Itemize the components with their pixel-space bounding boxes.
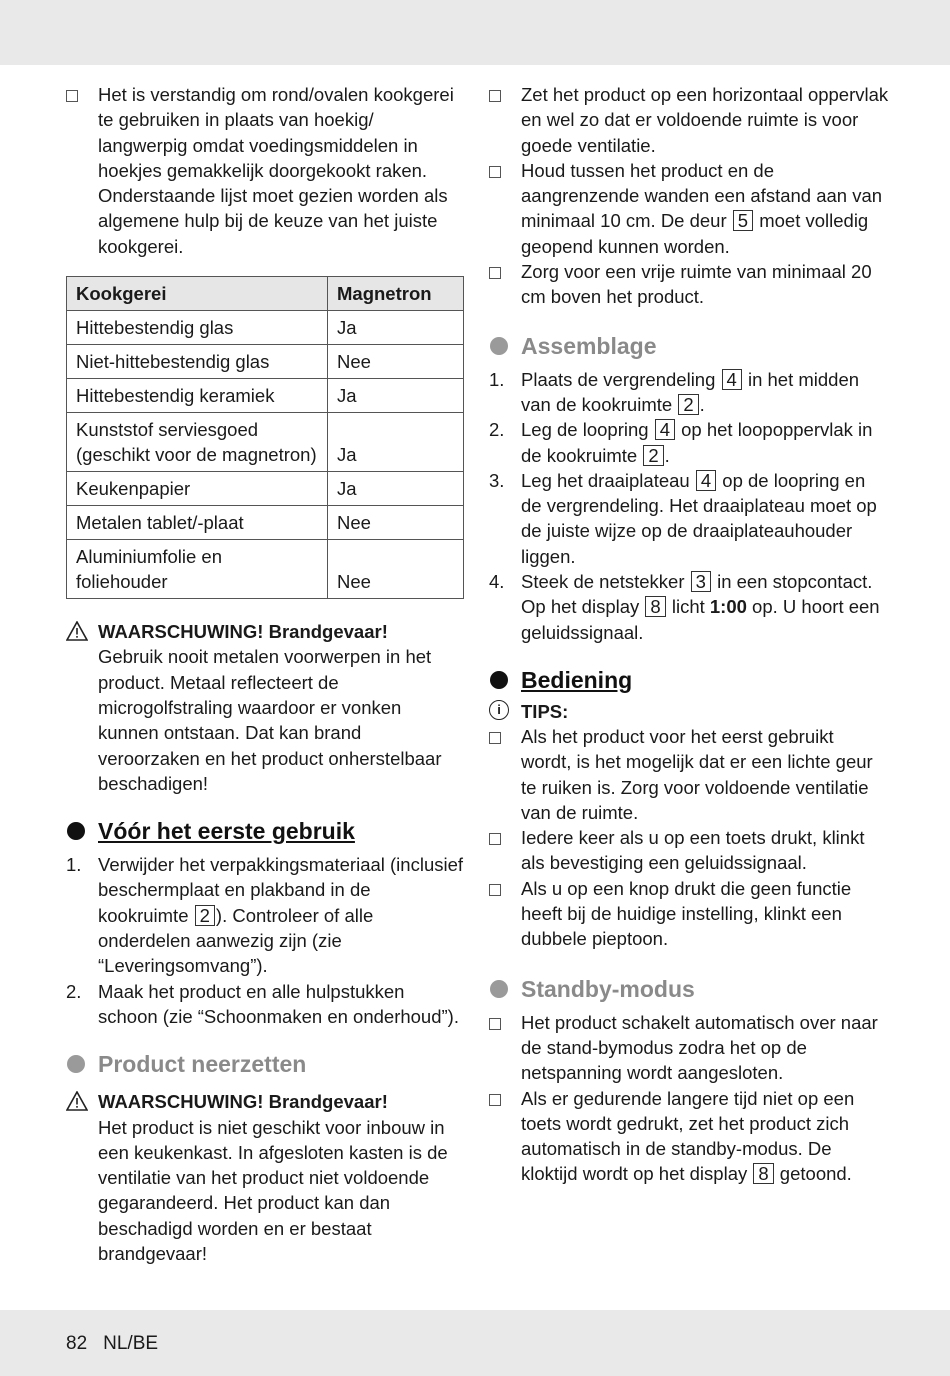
warning-text: Gebruik nooit metalen voorwerpen in het product. Metaal reflecteert de microgolfstraling waardoor er vonken kunnen ontstaan. Dat kan brand veroorzaken en het product onherstelbaar beschadigen! bbox=[98, 646, 442, 794]
list-item bbox=[489, 724, 889, 825]
reference-number-box: 3 bbox=[691, 571, 711, 592]
bullet-square-icon bbox=[489, 267, 501, 279]
section-heading bbox=[489, 665, 889, 695]
step-text: . bbox=[664, 444, 670, 466]
table-cell: Ja bbox=[328, 472, 464, 506]
section-title: Product neerzetten bbox=[98, 1051, 307, 1078]
bullet-square-icon bbox=[489, 732, 501, 744]
table-row bbox=[67, 540, 464, 599]
bullet-text: Zet het product op een horizontaal oppervlak en wel zo dat er voldoende ruimte is voor goede ventilatie. bbox=[521, 84, 889, 156]
bullet-text: getoond. bbox=[774, 1163, 852, 1185]
step-number: 3. bbox=[489, 469, 505, 491]
section-title: Assemblage bbox=[521, 332, 657, 359]
bullet-square-icon bbox=[66, 90, 78, 102]
table-cell: Metalen tablet/-plaat bbox=[67, 506, 328, 540]
table-header-cell: Kookgerei bbox=[67, 277, 328, 311]
section-title: Vóór het eerste gebruik bbox=[98, 818, 355, 845]
heading-dot-icon bbox=[67, 822, 85, 840]
table-cell: Nee bbox=[328, 540, 464, 599]
step-text: op. U hoort een geluidssignaal. bbox=[521, 596, 880, 643]
list-item bbox=[489, 825, 889, 876]
bullet-text: Het product schakelt automatisch over naar de stand-bymodus zodra het op de netspanning wordt aangesloten. bbox=[521, 1011, 878, 1084]
bullet-square-icon bbox=[489, 884, 501, 896]
list-item bbox=[489, 367, 889, 418]
warning-block bbox=[66, 1089, 466, 1266]
table-cell: Keukenpapier bbox=[67, 472, 328, 506]
reference-number-box: 2 bbox=[678, 394, 698, 415]
bullet-text: Als het product voor het eerst gebruikt wordt, is het mogelijk dat er een lichte geur te ruiken is. Zorg voor voldoende ventilatie van de ruimte. bbox=[521, 725, 873, 823]
bullet-text: Iedere keer als u op een toets drukt, klinkt als bevestiging een geluidssignaal. bbox=[521, 827, 865, 874]
header-bar bbox=[0, 0, 950, 65]
step-number: 4. bbox=[489, 571, 505, 593]
step-text: . bbox=[699, 393, 705, 415]
list-item bbox=[489, 569, 889, 645]
bullet-square-icon bbox=[489, 833, 501, 845]
reference-number-box: 5 bbox=[733, 210, 753, 231]
table-row bbox=[67, 379, 464, 413]
bullet-text: moet volledig geopend kunnen worden. bbox=[521, 210, 869, 257]
table-cell: Nee bbox=[328, 345, 464, 379]
reference-number-box: 8 bbox=[753, 1163, 773, 1184]
section-title: Standby-modus bbox=[521, 975, 695, 1002]
heading-dot-icon bbox=[67, 1055, 85, 1073]
step-number: 2. bbox=[66, 980, 82, 1002]
step-number: 1. bbox=[66, 854, 82, 876]
tips-label bbox=[489, 699, 889, 724]
list-item bbox=[489, 417, 889, 468]
page-footer bbox=[66, 1333, 174, 1355]
bullet-square-icon bbox=[489, 90, 501, 102]
info-icon: i bbox=[489, 700, 509, 720]
table-cell: Hittebestendig keramiek bbox=[67, 379, 328, 413]
table-cell: Aluminiumfolie en foliehouder bbox=[67, 540, 328, 599]
step-text: Plaats de vergrendeling bbox=[521, 368, 721, 390]
bullet-square-icon bbox=[489, 1094, 501, 1106]
reference-number-box: 8 bbox=[645, 596, 665, 617]
step-number: 1. bbox=[489, 368, 505, 390]
warning-block bbox=[66, 619, 466, 796]
table-cell: Niet-hittebestendig glas bbox=[67, 345, 328, 379]
list-item bbox=[489, 82, 889, 158]
reference-number-box: 2 bbox=[195, 905, 215, 926]
step-text: Verwijder het verpakkingsmateriaal (inclusief beschermplaat en plakband in de kookruimte bbox=[98, 854, 464, 926]
table-cell: Ja bbox=[328, 413, 464, 472]
warning-title: WAARSCHUWING! Brandgevaar! bbox=[98, 621, 388, 643]
list-item bbox=[489, 1086, 889, 1187]
section-heading bbox=[66, 816, 466, 846]
list-item bbox=[489, 468, 889, 569]
step-text: in een stopcontact. Op het display bbox=[521, 571, 873, 618]
list-item bbox=[489, 1010, 889, 1086]
warning-title: WAARSCHUWING! Brandgevaar! bbox=[98, 1091, 388, 1113]
list-item bbox=[66, 979, 466, 1030]
step-text: Maak het product en alle hulpstukken schoon (zie “Schoonmaken en onderhoud”). bbox=[98, 980, 459, 1027]
warning-text: Het product is niet geschikt voor inbouw in een keukenkast. In afgesloten kasten is de ventilatie van het product niet voldoende gegarandeerd. Het product kan dan beschadigd worden en er bestaat brandgevaar! bbox=[98, 1116, 448, 1265]
warning-triangle-icon bbox=[66, 621, 88, 647]
warning-triangle-icon bbox=[66, 1091, 88, 1117]
table-row bbox=[67, 345, 464, 379]
table-cell: Hittebestendig glas bbox=[67, 311, 328, 345]
step-number: 2. bbox=[489, 419, 505, 441]
language-code: NL/BE bbox=[103, 1333, 159, 1354]
list-item bbox=[489, 259, 889, 310]
left-column bbox=[66, 82, 466, 1266]
table-cell: Ja bbox=[328, 311, 464, 345]
bullet-text: Als er gedurende langere tijd niet op een toets wordt gedrukt, zet het product zich automatisch in de standby-modus. De kloktijd wordt op het display bbox=[521, 1087, 855, 1185]
bullet-square-icon bbox=[489, 166, 501, 178]
step-text: licht bbox=[666, 596, 710, 618]
section-title: Bediening bbox=[521, 666, 633, 693]
step-text: Leg de loopring bbox=[521, 419, 654, 441]
step-text: Leg het draaiplateau bbox=[521, 469, 695, 491]
step-text: op de loopring en de vergrendeling. Het draaiplateau moet op de juiste wijze op de draaiplateauhouder liggen. bbox=[521, 469, 877, 567]
section-heading bbox=[489, 974, 889, 1004]
bullet-text: Houd tussen het product en de aangrenzende wanden een afstand aan van minimaal 10 cm. De deur bbox=[521, 159, 883, 232]
right-column bbox=[489, 82, 889, 1187]
intro-text: Het is verstandig om rond/ovalen kookgerei te gebruiken in plaats van hoekig/ langwerpig omdat voedingsmiddelen in hoekjes gemakkelijk doorgekookt raken. Onderstaande lijst moet gezien worden als algemene hulp bij de keuze van het juiste kookgerei. bbox=[98, 84, 454, 257]
heading-dot-icon bbox=[490, 671, 508, 689]
table-cell: Nee bbox=[328, 506, 464, 540]
reference-number-box: 4 bbox=[655, 419, 675, 440]
list-item bbox=[489, 876, 889, 952]
step-text: op het loopoppervlak in de kookruimte bbox=[521, 419, 873, 466]
table-header-row bbox=[67, 277, 464, 311]
table-row bbox=[67, 506, 464, 540]
reference-number-box: 2 bbox=[643, 445, 663, 466]
list-item bbox=[66, 852, 466, 978]
table-row bbox=[67, 472, 464, 506]
step-text: in het midden van de kookruimte bbox=[521, 368, 860, 415]
table-row bbox=[67, 311, 464, 345]
bullet-text: Zorg voor een vrije ruimte van minimaal 20 cm boven het product. bbox=[521, 261, 872, 308]
bullet-square-icon bbox=[489, 1018, 501, 1030]
section-heading bbox=[489, 331, 889, 361]
intro-bullet bbox=[66, 82, 466, 259]
table-cell: Ja bbox=[328, 379, 464, 413]
list-item bbox=[489, 158, 889, 259]
step-text: Steek de netstekker bbox=[521, 571, 690, 593]
reference-number-box: 4 bbox=[722, 369, 742, 390]
step-text: ). Controleer of alle onderdelen aanwezig zijn (zie “Leveringsomvang”). bbox=[98, 904, 374, 977]
section-heading bbox=[66, 1049, 466, 1079]
table-cell: Kunststof serviesgoed (geschikt voor de magnetron) bbox=[67, 413, 328, 472]
heading-dot-icon bbox=[490, 337, 508, 355]
tips-title: TIPS: bbox=[521, 700, 569, 722]
reference-number-box: 4 bbox=[696, 470, 716, 491]
display-value: 1:00 bbox=[709, 596, 747, 618]
heading-dot-icon bbox=[490, 980, 508, 998]
cookware-table bbox=[66, 276, 464, 599]
page-number: 82 bbox=[66, 1333, 88, 1354]
table-row bbox=[67, 413, 464, 472]
table-header-cell: Magnetron bbox=[328, 277, 464, 311]
bullet-text: Als u op een knop drukt die geen functie heeft bij de huidige instelling, klinkt een dubbele pieptoon. bbox=[521, 877, 852, 950]
